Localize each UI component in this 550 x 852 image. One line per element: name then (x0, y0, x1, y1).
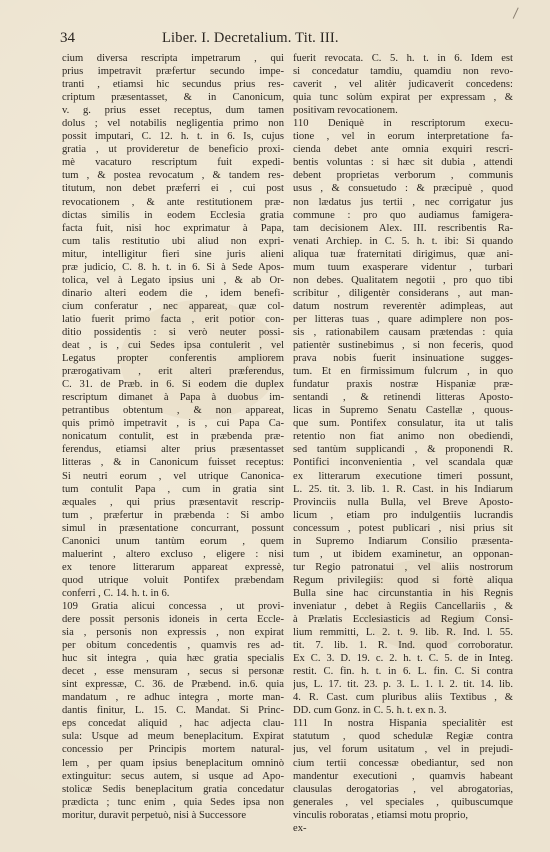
text-line: sis , rationabilem causam prætendas : quia (293, 326, 513, 338)
text-line: 109 Gratia alicui concessa , ut provi- (62, 600, 284, 612)
text-line: quia tunc solùm expirat per expressam , & (293, 92, 513, 104)
text-line: restit. C. fin. h. t. in 6. L. fin. C. Si contra (293, 666, 513, 678)
text-line: Ex C. 3. D. 19. c. 2. h. t. C. 5. de in Integ. (293, 653, 513, 665)
text-line: dictas similis in eodem Ecclesia gratia (62, 209, 284, 221)
text-line: v. g. prius esset receptus, dum tamen (62, 105, 284, 117)
text-line: tione , vel in eorum interpretatione fa- (293, 131, 513, 143)
text-line: æquales , qui prius præsentavit rescrip- (62, 496, 284, 508)
text-line: Provinciis nulla Bulla, vel Breve Aposto- (293, 496, 513, 508)
text-line: latio fuerit primo facta , erit potior con- (62, 313, 284, 325)
text-line: ex litterarum executione timeri possunt, (293, 470, 513, 482)
text-line: quod utrique voluit Pontifex præbendam (62, 574, 284, 586)
text-line: prædicta ; tunc enim , quia Sedes ipsa non (62, 796, 284, 808)
text-line: per obitum concedentis , quamvis res ad- (62, 640, 284, 652)
text-line: sentandi , & retinendi litteras Aposto- (293, 392, 513, 404)
text-line: ferendus, etiamsi alter prius præsentasset (62, 444, 284, 456)
text-line: patientèr sustinebimus , si non feceris, quod (293, 340, 513, 352)
text-line: cium diversa rescripta impetrarum , qui (62, 53, 284, 64)
text-line: cienda debet ante omnia exquiri rescri- (293, 144, 513, 156)
text-line: L. 25. tit. 3. lib. 1. R. Cast. in his Indiarum (293, 483, 513, 495)
left-text-column (62, 52, 284, 822)
text-line: à Prælatis Ecclesiasticis ad Regium Consi- (293, 614, 513, 626)
text-line: commune : pro quo audiamus famigera- (293, 209, 513, 221)
text-line: ex tenore litterarum appareat expressè, (62, 561, 284, 573)
text-line: prius impetravit præfertur secundo impe- (62, 66, 284, 78)
text-line: statutum , quod schedulæ Regiæ contra (293, 731, 513, 743)
text-line: Canonici unum tantùm eorum , quem (62, 535, 284, 547)
text-line: quis primò impetravit , is , cui Papa Ca- (62, 418, 284, 430)
text-line: prærogativam , erit alteri præferendus, (62, 366, 284, 378)
text-line: in Supremo Indiarum Consilio præsenta- (293, 535, 513, 547)
text-line: eps concedat aliquid , hac adjecta clau- (62, 718, 284, 730)
text-line: cium tertii concessæ obediantur, sed non (293, 757, 513, 769)
text-line: sia , personis non expressis , non expirat (62, 627, 284, 639)
text-line: que sum. Pontifex consulatur, ita ut talis (293, 418, 513, 430)
text-line: clausulas derogatorias , vel abrogatorias, (293, 783, 513, 795)
text-line: præ judicio, C. 8. h. t. in 6. Si à Sede Apos- (62, 261, 284, 273)
ink-mark (513, 8, 523, 21)
text-line: tit. 7. lib. 1. R. Ind. quod corroboratur. (293, 640, 513, 652)
text-line: mandatum , re adhuc integra , morte man- (62, 692, 284, 704)
text-line: revocationem , & ante restitutionem præ- (62, 196, 284, 208)
text-line: deat , is , cui Sedes ipsa contulerit , vel (62, 340, 284, 352)
text-line: mitur, intelligitur fieri sine juris alieni (62, 248, 284, 260)
text-line: tam decisionem Alex. III. rescribentis Ra- (293, 222, 513, 234)
text-line: non lædatus jus tertii , nec corrigatur jus (293, 196, 513, 208)
text-line: Pontifici inconvenientia , vel scandala quæ (293, 457, 513, 469)
text-line: possit imputari, C. 12. h. t. in 6. Is, cujus (62, 131, 284, 143)
text-line: venati Archiep. in C. 5. h. t. ibi: Si quando (293, 235, 513, 247)
text-line: litteras , & in Canonicum fuisset receptus: (62, 457, 284, 469)
text-line: fuerit revocata. C. 5. h. t. in 6. Idem est (293, 53, 513, 64)
text-line: concessio per Principis mortem natural- (62, 744, 284, 756)
text-line: fundatur praxis nostræ Hispaniæ præ- (293, 379, 513, 391)
text-line: jus, vel forum usitatum , vel in prejudi- (293, 744, 513, 756)
text-line: 4. R. Cast. cum pluribus aliis Textibus , & (293, 692, 513, 704)
text-line: positivam revocationem. (293, 105, 398, 117)
text-line: Bulla sine hac circunstantia in his Regnis (293, 587, 513, 599)
text-line: 110 Deniquè in rescriptorum execu- (293, 118, 513, 130)
text-line: mandentur executioni , quamvis habeant (293, 770, 513, 782)
text-line: tum , & postea revocatum , & tandem res- (62, 170, 284, 182)
text-line: dantis finitur, L. 15. C. Mandat. Si Princ- (62, 705, 284, 717)
text-line: cium conferatur , nec appareat, quæ col- (62, 300, 284, 312)
text-line: dere possit personis idoneis in certa Eccle- (62, 614, 284, 626)
text-line: sula: Usque ad meum beneplacitum. Expirat (62, 731, 284, 743)
text-line: conferri , C. 14. h. t. in 6. (62, 587, 170, 599)
right-text-column (293, 52, 513, 835)
text-line: lium remmitti, L. 2. t. 9. lib. R. Ind. l. 55. (293, 627, 513, 639)
text-line: ditio possidentis : si verò neuter possi- (62, 326, 284, 338)
text-line: dolus ; vel notabilis negligentia primo non (62, 118, 284, 130)
text-line: Si neutri eorum , vel utrique Canonica- (62, 470, 284, 482)
text-line: Legatus propter conferentis ampliorem (62, 353, 284, 365)
running-title: Liber. I. Decretalium. Tit. III. (162, 30, 339, 46)
text-line: decet , esse mensuram , secus si personæ (62, 666, 284, 678)
text-line: tolica, vel à Legato ipsius uni , & ab Or- (62, 274, 284, 286)
text-line: extinguitur: secus autem, si usque ad Apo- (62, 770, 284, 782)
text-line: per litteras tuas , quare adimplere non pos- (293, 313, 513, 325)
page-header (60, 30, 512, 50)
text-line: lem , per quam ipsius beneplacitum omninò (62, 757, 284, 769)
text-line: DD. cum Gonz. in C. 5. h. t. ex n. 3. (293, 705, 447, 717)
text-line: ex- (293, 822, 307, 834)
text-line: petrantibus obtentum , & non appareat, (62, 405, 284, 417)
text-line: dinario alteri eodem die , idem benefi- (62, 287, 284, 299)
text-line: si concedatur tamdiu, quamdiu non revo- (293, 66, 513, 78)
text-line: mè vacaturo rescriptum fuit expedi- (62, 157, 284, 169)
text-line: tum , ut ibidem examinetur, an opponan- (293, 548, 513, 560)
text-line: licas in Supremo Senatu Castellæ , quous- (293, 405, 513, 417)
text-line: mum tuum exasperare videntur , turbari (293, 261, 513, 273)
text-line: datum nostrum reverentèr adimpleas, aut (293, 300, 513, 312)
text-line: caverit , vel alitèr judicaverit concedens: (293, 79, 513, 91)
text-line: Regum privilegiis: quod si fortè aliqua (293, 574, 513, 586)
text-line: concessum , potest publicari , nisi prius sit (293, 522, 513, 534)
text-line: rescriptum dimanet à Papa à duobus im- (62, 392, 284, 404)
text-line: non debes. Qualitatem negotii , pro quo tibi (293, 274, 513, 286)
text-line: tum contulit Papa , cum in gratia sint (62, 483, 284, 495)
text-line: sint expressæ, C. 36. de Præbend. in.6. quia (62, 679, 284, 691)
text-line: criptum præsentasset, & in Canonicum, (62, 92, 284, 104)
text-line: sed tantùm supplicandi , & proponendi R. (293, 444, 513, 456)
text-line: C. 31. de Præb. in 6. Si eodem die duplex (62, 379, 284, 391)
text-line: tranti , etiamsi hic secundus prius res- (62, 79, 284, 91)
text-line: cum talis restitutio ubi aliud non expri- (62, 235, 284, 247)
text-line: maluerint , altero excluso , eligere : nisi (62, 548, 284, 560)
text-line: licum , etiam pro indulgentiis lucrandis (293, 509, 513, 521)
text-line: aliqua tuæ fraternitati dirigimus, quæ ani- (293, 248, 513, 260)
text-line: retentio non fiat animo non obediendi, (293, 431, 513, 443)
text-line: titutum, non debet præferri ei , cui post (62, 183, 284, 195)
text-line: moritur, duravit perpetuò, nisi à Successore (62, 809, 247, 821)
text-line: scribitur , diligentèr considerans , aut man- (293, 287, 513, 299)
text-line: inveniatur , debet à Regiis Cancellariis , & (293, 600, 513, 612)
text-line: tum. Et en firmissimum fulcrum , in quo (293, 366, 513, 378)
text-line: 111 In nostra Hispania specialitèr est (293, 718, 513, 730)
page-number: 34 (60, 30, 75, 46)
text-line: simul in præsentatione concurrant, possunt (62, 522, 284, 534)
text-line: jus, L. 17. tit. 23. p. 3. L. 1. l. 2. tit. 14. lib. (293, 679, 513, 691)
text-line: prava nobis fuerit insinuatione sugges- (293, 353, 513, 365)
text-line: tur Regio patronatui , vel aliis nostrorum (293, 561, 513, 573)
text-line: huc sit integra , quia hæc gratia specialis (62, 653, 284, 665)
text-line: usus , & consuetudo : & præcipuè , quod (293, 183, 513, 195)
text-line: stolicæ Sedis beneplacitum gratia concedatur (62, 783, 284, 795)
text-line: gratia , ut provideretur de beneficio proxi- (62, 144, 284, 156)
text-line: debent proprietas verborum , communis (293, 170, 513, 182)
text-line: vinculis roboratas , etiamsi motu proprio, (293, 809, 469, 821)
text-line: generales , vel speciales , quibuscumque (293, 796, 513, 808)
text-line: facta fuit, nisi hoc exprimatur à Papa, (62, 222, 284, 234)
text-line: bentis voluntas : si hæc sit dubia , attendi (293, 157, 513, 169)
text-line: nonicatum contulit, est in præbenda præ- (62, 431, 284, 443)
text-line: tum , præfertur in præbenda : Si ambo (62, 509, 284, 521)
